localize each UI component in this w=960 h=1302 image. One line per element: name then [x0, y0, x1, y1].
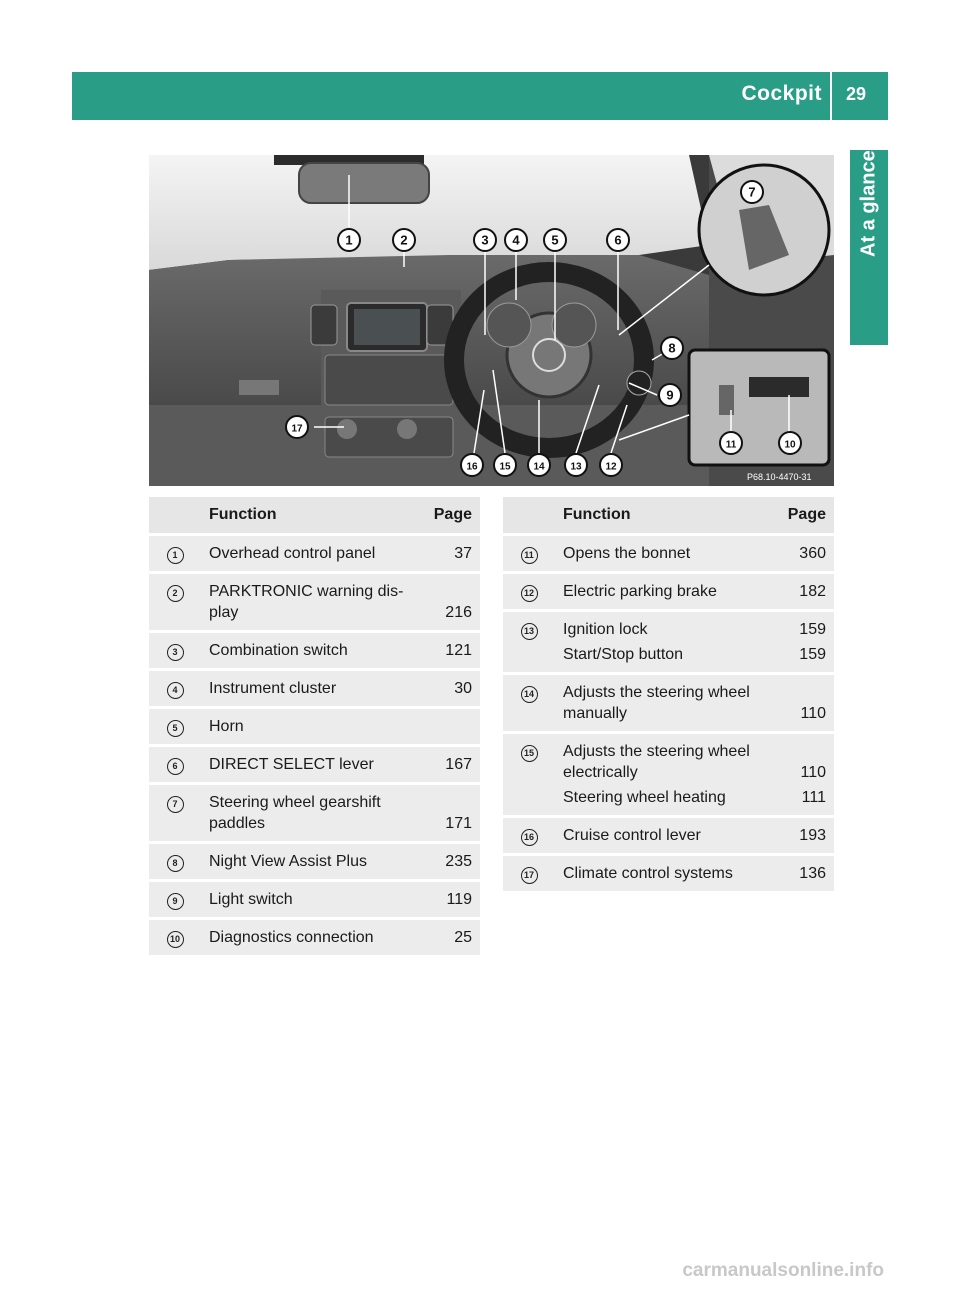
table-row [149, 784, 480, 843]
function-text-continued: play [209, 604, 239, 621]
page-spacer [776, 741, 826, 762]
side-tab [850, 150, 888, 345]
row-page: 30 [414, 670, 480, 708]
callout-number-icon: 6 [167, 758, 184, 775]
function-text: Opens the bonnet [563, 545, 691, 562]
function-text: Ignition lock [563, 621, 648, 638]
page-header [72, 72, 888, 120]
row-number [149, 881, 201, 919]
callout-label: 3 [481, 232, 489, 248]
function-text-continued: paddles [209, 815, 266, 832]
row-function [555, 611, 768, 674]
row-number [149, 784, 201, 843]
row-number [149, 919, 201, 957]
row-number [503, 817, 555, 855]
row-function [201, 632, 414, 670]
function-text: Light switch [209, 891, 293, 908]
row-number [149, 843, 201, 881]
callout-number-icon: 16 [521, 829, 538, 846]
row-number [503, 573, 555, 611]
row-page [414, 708, 480, 746]
figure-code: P68.10-4470-31 [747, 472, 812, 482]
callout-marker [779, 432, 801, 454]
row-function [555, 674, 768, 733]
row-page: 360 [768, 535, 834, 573]
row-number [149, 670, 201, 708]
table-row [149, 746, 480, 784]
callout-label: 12 [605, 461, 617, 473]
row-number [149, 632, 201, 670]
callout-marker [544, 229, 566, 251]
function-text: PARKTRONIC warning dis- [209, 583, 404, 600]
function-text: Adjusts the steering wheel [563, 743, 750, 760]
callout-number-icon: 15 [521, 745, 538, 762]
cockpit-illustration [149, 155, 834, 486]
table-row [503, 535, 834, 573]
table-row [503, 573, 834, 611]
header-divider [830, 72, 832, 120]
page-ref-sub: 159 [799, 646, 826, 663]
col-number-header [503, 497, 555, 535]
table-row [149, 708, 480, 746]
callout-number-icon: 3 [167, 644, 184, 661]
callout-number-icon: 17 [521, 867, 538, 884]
callout-label: 11 [725, 439, 737, 451]
row-function [201, 881, 414, 919]
callout-marker [494, 454, 516, 476]
row-number [503, 855, 555, 893]
page-ref: 110 [800, 764, 826, 781]
function-text: DIRECT SELECT lever [209, 756, 374, 773]
callout-label: 5 [551, 232, 559, 248]
function-text: Electric parking brake [563, 583, 717, 600]
callout-label: 7 [748, 184, 756, 200]
section-title: Cockpit [741, 82, 822, 105]
row-function [555, 535, 768, 573]
callout-number-icon: 9 [167, 893, 184, 910]
page-ref: 159 [799, 621, 826, 638]
row-page: 216 [414, 573, 480, 632]
row-function [555, 855, 768, 893]
callout-label: 10 [784, 439, 796, 451]
table-row [503, 817, 834, 855]
row-function [555, 573, 768, 611]
function-text: Instrument cluster [209, 680, 337, 697]
row-function [201, 919, 414, 957]
row-page: 119 [414, 881, 480, 919]
row-number [503, 535, 555, 573]
row-page: 121 [414, 632, 480, 670]
callout-number-icon: 8 [167, 855, 184, 872]
callout-marker [607, 229, 629, 251]
callout-marker [661, 337, 683, 359]
row-page: 235 [414, 843, 480, 881]
row-page [768, 733, 834, 817]
callout-marker [565, 454, 587, 476]
col-page-header: Page [768, 497, 834, 535]
function-text: Combination switch [209, 642, 348, 659]
row-page [768, 611, 834, 674]
row-page: 182 [768, 573, 834, 611]
col-function-header: Function [555, 497, 768, 535]
function-text: Night View Assist Plus [209, 853, 367, 870]
col-page-header: Page [414, 497, 480, 535]
function-text-continued: electrically [563, 764, 638, 781]
page-number: 29 [845, 84, 866, 104]
callout-number-icon: 2 [167, 585, 184, 602]
callout-marker [393, 229, 415, 251]
footer-watermark: carmanualsonline.info [682, 1260, 884, 1281]
function-text: Horn [209, 718, 244, 735]
row-page: 136 [768, 855, 834, 893]
callout-marker [741, 181, 763, 203]
callout-label: 6 [614, 232, 622, 248]
table-row [503, 674, 834, 733]
callout-marker [461, 454, 483, 476]
row-function [555, 817, 768, 855]
callout-label: 1 [345, 232, 353, 248]
callout-label: 4 [512, 232, 520, 248]
table-row [149, 573, 480, 632]
row-function [201, 670, 414, 708]
row-page: 193 [768, 817, 834, 855]
callout-label: 14 [533, 461, 545, 473]
callout-number-icon: 1 [167, 547, 184, 564]
table-row [149, 919, 480, 957]
row-page: 171 [414, 784, 480, 843]
row-number [503, 611, 555, 674]
row-function [555, 733, 768, 817]
table-row [149, 535, 480, 573]
row-function [201, 843, 414, 881]
table-header-row [503, 497, 834, 535]
callout-label: 15 [499, 461, 511, 473]
row-number [149, 746, 201, 784]
callout-marker [600, 454, 622, 476]
table-row [149, 632, 480, 670]
callout-number-icon: 10 [167, 931, 184, 948]
table-row [503, 855, 834, 893]
row-number [149, 708, 201, 746]
table-row [503, 733, 834, 817]
callout-number-icon: 14 [521, 686, 538, 703]
function-text: Overhead control panel [209, 545, 376, 562]
table-row [149, 670, 480, 708]
col-number-header [149, 497, 201, 535]
cockpit-drawing [149, 155, 834, 486]
function-text-continued: manually [563, 705, 628, 722]
function-subitem: Steering wheel heating [563, 789, 726, 806]
table-row [149, 843, 480, 881]
callout-marker [338, 229, 360, 251]
callout-marker [659, 384, 681, 406]
function-text: Cruise control lever [563, 827, 701, 844]
row-function [201, 746, 414, 784]
function-text: Steering wheel gearshift [209, 794, 381, 811]
row-function [201, 535, 414, 573]
function-subitem: Start/Stop button [563, 646, 684, 663]
callout-label: 8 [668, 340, 676, 356]
function-table-right [503, 497, 834, 894]
callout-number-icon: 11 [521, 547, 538, 564]
row-page: 110 [768, 674, 834, 733]
callout-number-icon: 7 [167, 796, 184, 813]
row-function [201, 573, 414, 632]
page-ref-sub: 111 [801, 789, 826, 806]
callout-number-icon: 4 [167, 682, 184, 699]
row-number [503, 674, 555, 733]
callout-marker [474, 229, 496, 251]
callout-label: 13 [570, 461, 582, 473]
table-row [149, 881, 480, 919]
side-tab-label: At a glance [857, 150, 880, 257]
callout-number-icon: 12 [521, 585, 538, 602]
row-number [503, 733, 555, 817]
callout-marker [505, 229, 527, 251]
row-page: 25 [414, 919, 480, 957]
function-text: Diagnostics connection [209, 929, 374, 946]
row-function [201, 784, 414, 843]
row-number [149, 535, 201, 573]
table-row [503, 611, 834, 674]
function-text: Adjusts the steering wheel [563, 684, 750, 701]
col-function-header: Function [201, 497, 414, 535]
function-table-left [149, 497, 480, 958]
callout-marker [286, 416, 308, 438]
callout-label: 2 [400, 232, 408, 248]
callout-marker [720, 432, 742, 454]
callout-label: 16 [466, 461, 478, 473]
callout-marker [528, 454, 550, 476]
callout-number-icon: 5 [167, 720, 184, 737]
callout-label: 9 [666, 387, 674, 403]
row-number [149, 573, 201, 632]
function-text: Climate control systems [563, 865, 733, 882]
table-header-row [149, 497, 480, 535]
row-page: 167 [414, 746, 480, 784]
row-function [201, 708, 414, 746]
row-page: 37 [414, 535, 480, 573]
callout-number-icon: 13 [521, 623, 538, 640]
callout-label: 17 [291, 423, 303, 435]
